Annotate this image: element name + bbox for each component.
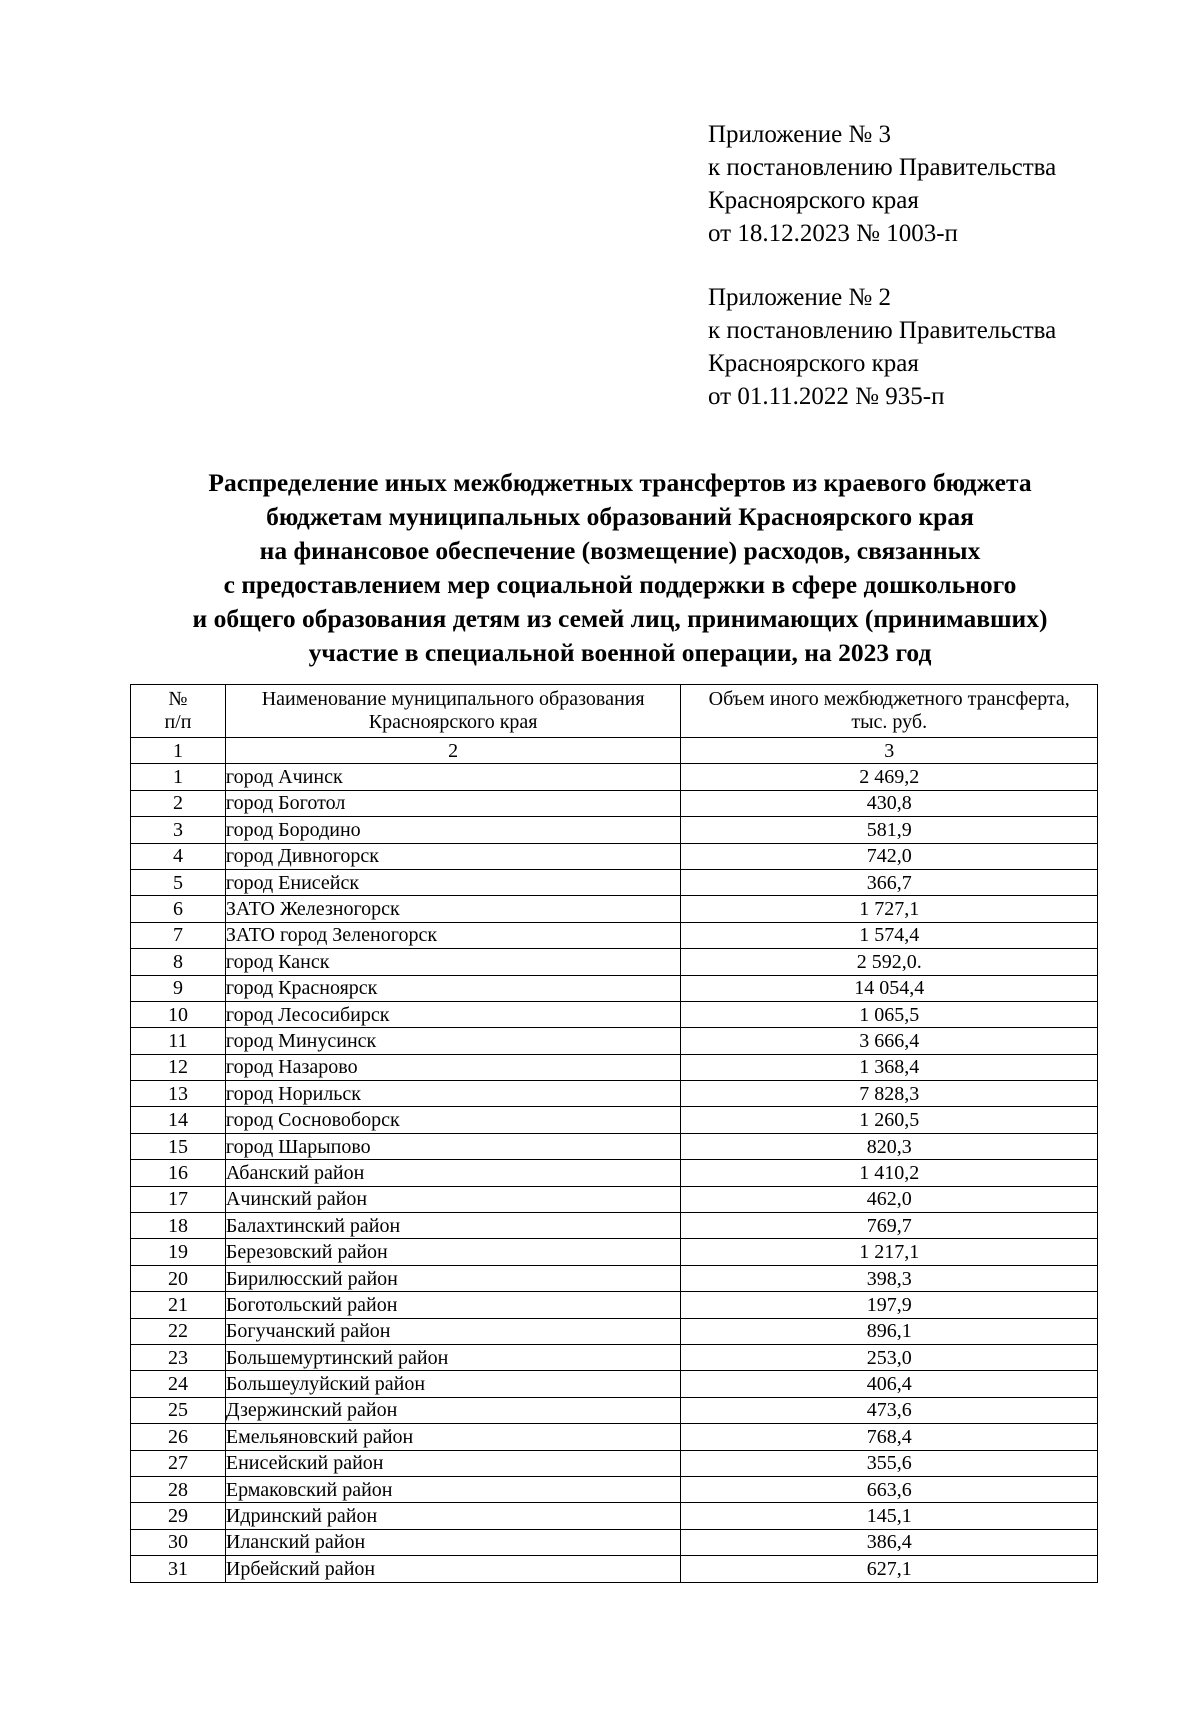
row-number: 10 bbox=[131, 1001, 226, 1027]
table-row bbox=[131, 1344, 1098, 1370]
row-number: 17 bbox=[131, 1186, 226, 1212]
transfer-amount: 1 065,5 bbox=[681, 1001, 1098, 1027]
municipality-name: Березовский район bbox=[225, 1239, 681, 1265]
document-title-line: на финансовое обеспечение (возмещение) расходов, связанных bbox=[259, 536, 981, 565]
table-row bbox=[131, 1529, 1098, 1555]
table-row bbox=[131, 1054, 1098, 1080]
header-amount-line2: тыс. руб. bbox=[851, 711, 928, 733]
municipality-name: город Назарово bbox=[225, 1054, 681, 1080]
transfer-amount: 430,8 bbox=[681, 790, 1098, 816]
row-number: 13 bbox=[131, 1081, 226, 1107]
appendix-current-line: к постановлению Правительства bbox=[708, 154, 1057, 181]
transfer-amount: 1 574,4 bbox=[681, 922, 1098, 948]
municipality-name: город Ачинск bbox=[225, 764, 681, 790]
transfer-amount: 1 727,1 bbox=[681, 896, 1098, 922]
column-number: 2 bbox=[225, 738, 681, 764]
municipality-name: город Канск bbox=[225, 949, 681, 975]
municipality-name: Боготольский район bbox=[225, 1292, 681, 1318]
header-municipality-line1: Наименование муниципального образования bbox=[261, 688, 645, 710]
municipality-name: ЗАТО Железногорск bbox=[225, 896, 681, 922]
transfer-amount: 253,0 bbox=[681, 1344, 1098, 1370]
row-number: 8 bbox=[131, 949, 226, 975]
table-row bbox=[131, 1213, 1098, 1239]
table-row bbox=[131, 1292, 1098, 1318]
row-number: 6 bbox=[131, 896, 226, 922]
transfer-amount: 406,4 bbox=[681, 1371, 1098, 1397]
transfer-amount: 2 469,2 bbox=[681, 764, 1098, 790]
transfer-amount: 1 410,2 bbox=[681, 1160, 1098, 1186]
table-row bbox=[131, 896, 1098, 922]
transfer-amount: 3 666,4 bbox=[681, 1028, 1098, 1054]
table-row bbox=[131, 1028, 1098, 1054]
row-number: 30 bbox=[131, 1529, 226, 1555]
row-number: 14 bbox=[131, 1107, 226, 1133]
appendix-current-header bbox=[708, 118, 1056, 250]
appendix-current-line: Приложение № 3 bbox=[708, 121, 892, 148]
table-row bbox=[131, 869, 1098, 895]
transfer-amount: 768,4 bbox=[681, 1424, 1098, 1450]
municipality-name: Бирилюсский район bbox=[225, 1265, 681, 1291]
column-number: 1 bbox=[131, 738, 226, 764]
table-row bbox=[131, 1371, 1098, 1397]
row-number: 26 bbox=[131, 1424, 226, 1450]
header-number bbox=[131, 685, 226, 738]
table-row bbox=[131, 1450, 1098, 1476]
municipality-name: Большемуртинский район bbox=[225, 1344, 681, 1370]
appendix-current-line: от 18.12.2023 № 1003-п bbox=[708, 220, 958, 247]
document-title-line: Распределение иных межбюджетных трансфертов из краевого бюджета bbox=[208, 468, 1032, 497]
row-number: 19 bbox=[131, 1239, 226, 1265]
municipality-name: город Шарыпово bbox=[225, 1133, 681, 1159]
document-title-line: с предоставлением мер социальной поддержки в сфере дошкольного bbox=[223, 570, 1017, 599]
row-number: 4 bbox=[131, 843, 226, 869]
municipality-name: Идринский район bbox=[225, 1503, 681, 1529]
table-row bbox=[131, 1476, 1098, 1502]
municipality-name: город Красноярск bbox=[225, 975, 681, 1001]
appendix-previous-header bbox=[708, 281, 1056, 413]
municipality-name: город Лесосибирск bbox=[225, 1001, 681, 1027]
row-number: 15 bbox=[131, 1133, 226, 1159]
appendix-previous-line: Приложение № 2 bbox=[708, 284, 892, 311]
municipality-name: Большеулуйский район bbox=[225, 1371, 681, 1397]
municipality-name: ЗАТО город Зеленогорск bbox=[225, 922, 681, 948]
column-number-row bbox=[131, 738, 1098, 764]
row-number: 7 bbox=[131, 922, 226, 948]
table-row bbox=[131, 817, 1098, 843]
municipality-name: Емельяновский район bbox=[225, 1424, 681, 1450]
table-row bbox=[131, 1556, 1098, 1582]
row-number: 20 bbox=[131, 1265, 226, 1291]
row-number: 21 bbox=[131, 1292, 226, 1318]
municipality-name: город Норильск bbox=[225, 1081, 681, 1107]
municipality-name: город Бородино bbox=[225, 817, 681, 843]
table-row bbox=[131, 1160, 1098, 1186]
row-number: 27 bbox=[131, 1450, 226, 1476]
header-transfer-amount bbox=[681, 685, 1098, 738]
appendix-previous-line: к постановлению Правительства bbox=[708, 317, 1057, 344]
transfer-amount: 820,3 bbox=[681, 1133, 1098, 1159]
row-number: 1 bbox=[131, 764, 226, 790]
row-number: 9 bbox=[131, 975, 226, 1001]
municipality-name: город Сосновоборск bbox=[225, 1107, 681, 1133]
municipality-name: Иланский район bbox=[225, 1529, 681, 1555]
document-title-line: бюджетам муниципальных образований Красноярского края bbox=[266, 502, 974, 531]
table-row bbox=[131, 1001, 1098, 1027]
appendix-current-line: Красноярского края bbox=[708, 187, 919, 214]
transfer-amount: 145,1 bbox=[681, 1503, 1098, 1529]
municipality-name: Богучанский район bbox=[225, 1318, 681, 1344]
table-row bbox=[131, 949, 1098, 975]
row-number: 12 bbox=[131, 1054, 226, 1080]
row-number: 23 bbox=[131, 1344, 226, 1370]
header-amount-line1: Объем иного межбюджетного трансферта, bbox=[708, 688, 1070, 710]
transfer-amount: 769,7 bbox=[681, 1213, 1098, 1239]
transfer-amount: 462,0 bbox=[681, 1186, 1098, 1212]
municipality-name: город Минусинск bbox=[225, 1028, 681, 1054]
table-header-row bbox=[131, 685, 1098, 738]
table-row bbox=[131, 764, 1098, 790]
row-number: 11 bbox=[131, 1028, 226, 1054]
row-number: 24 bbox=[131, 1371, 226, 1397]
table-row bbox=[131, 1318, 1098, 1344]
municipality-name: город Дивногорск bbox=[225, 843, 681, 869]
header-number-line2: п/п bbox=[164, 711, 192, 733]
header-municipality bbox=[225, 685, 681, 738]
transfer-amount: 14 054,4 bbox=[681, 975, 1098, 1001]
municipality-name: Абанский район bbox=[225, 1160, 681, 1186]
table-row bbox=[131, 790, 1098, 816]
transfer-amount: 2 592,0. bbox=[681, 949, 1098, 975]
table-row bbox=[131, 1397, 1098, 1423]
transfer-amount: 355,6 bbox=[681, 1450, 1098, 1476]
table-row bbox=[131, 1133, 1098, 1159]
appendix-previous-line: Красноярского края bbox=[708, 350, 919, 377]
transfer-amount: 581,9 bbox=[681, 817, 1098, 843]
row-number: 29 bbox=[131, 1503, 226, 1529]
transfer-amount: 386,4 bbox=[681, 1529, 1098, 1555]
municipality-name: Енисейский район bbox=[225, 1450, 681, 1476]
table-row bbox=[131, 1503, 1098, 1529]
municipality-name: Ачинский район bbox=[225, 1186, 681, 1212]
row-number: 2 bbox=[131, 790, 226, 816]
table-row bbox=[131, 1081, 1098, 1107]
transfer-amount: 7 828,3 bbox=[681, 1081, 1098, 1107]
distribution-table bbox=[130, 684, 1098, 1583]
transfer-amount: 197,9 bbox=[681, 1292, 1098, 1318]
municipality-name: Ирбейский район bbox=[225, 1556, 681, 1582]
transfer-amount: 742,0 bbox=[681, 843, 1098, 869]
row-number: 18 bbox=[131, 1213, 226, 1239]
municipality-name: Дзержинский район bbox=[225, 1397, 681, 1423]
transfer-amount: 398,3 bbox=[681, 1265, 1098, 1291]
appendix-previous-line: от 01.11.2022 № 935-п bbox=[708, 383, 945, 410]
transfer-amount: 627,1 bbox=[681, 1556, 1098, 1582]
transfer-amount: 1 217,1 bbox=[681, 1239, 1098, 1265]
transfer-amount: 1 260,5 bbox=[681, 1107, 1098, 1133]
transfer-amount: 366,7 bbox=[681, 869, 1098, 895]
table-row bbox=[131, 1265, 1098, 1291]
table-row bbox=[131, 1239, 1098, 1265]
table-row bbox=[131, 975, 1098, 1001]
transfer-amount: 896,1 bbox=[681, 1318, 1098, 1344]
municipality-name: Ермаковский район bbox=[225, 1476, 681, 1502]
table-row bbox=[131, 843, 1098, 869]
table-row bbox=[131, 922, 1098, 948]
transfer-amount: 473,6 bbox=[681, 1397, 1098, 1423]
header-number-line1: № bbox=[168, 688, 188, 710]
row-number: 5 bbox=[131, 869, 226, 895]
document-title bbox=[100, 466, 1140, 670]
row-number: 16 bbox=[131, 1160, 226, 1186]
transfer-amount: 1 368,4 bbox=[681, 1054, 1098, 1080]
municipality-name: город Боготол bbox=[225, 790, 681, 816]
row-number: 3 bbox=[131, 817, 226, 843]
row-number: 22 bbox=[131, 1318, 226, 1344]
document-title-line: и общего образования детям из семей лиц, принимающих (принимавших) bbox=[192, 604, 1048, 633]
municipality-name: город Енисейск bbox=[225, 869, 681, 895]
transfer-amount: 663,6 bbox=[681, 1476, 1098, 1502]
row-number: 31 bbox=[131, 1556, 226, 1582]
row-number: 25 bbox=[131, 1397, 226, 1423]
municipality-name: Балахтинский район bbox=[225, 1213, 681, 1239]
header-municipality-line2: Красноярского края bbox=[368, 711, 538, 733]
table-row bbox=[131, 1424, 1098, 1450]
document-title-line: участие в специальной военной операции, на 2023 год bbox=[308, 638, 932, 667]
row-number: 28 bbox=[131, 1476, 226, 1502]
column-number: 3 bbox=[681, 738, 1098, 764]
table-row bbox=[131, 1107, 1098, 1133]
table-row bbox=[131, 1186, 1098, 1212]
